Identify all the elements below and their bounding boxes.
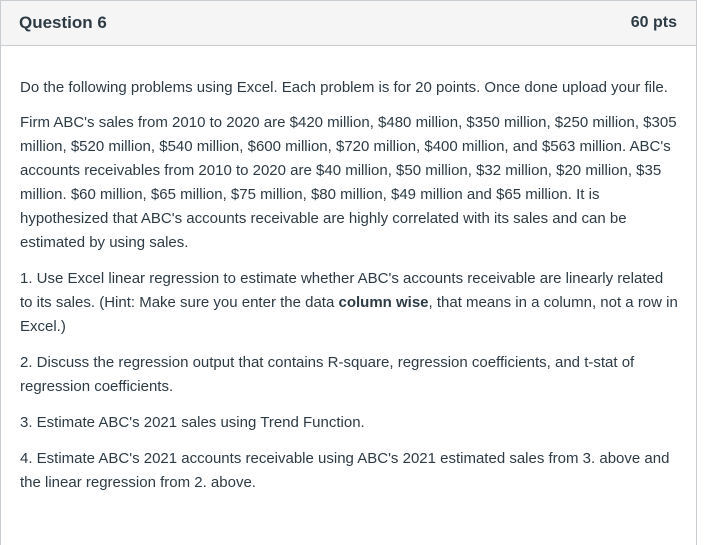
question-header [1,1,696,46]
problem-1-text-end: , that means in a column, not a row in Excel.) [20,294,678,335]
data-paragraph: Firm ABC's sales from 2010 to 2020 are $420 million, $480 million, $350 million, $250 million, $305 million, $520 million, $540 million, $600 million, $720 million, $400 million, and $563 million. ABC's accounts receivables from 2010 to 2020 are $40 million, $50 million, $32 million, $20 million, $35 million. $60 million, $65 million, $75 million, $80 million, $49 million and $65 million. It is hypothesized that ABC's accounts receivable are highly correlated with its sales and can be estimated by using sales. [20,114,677,251]
problem-1 [20,267,678,339]
question-title: Question 6 [19,13,107,32]
question-text [1,46,696,495]
problem-2: 2. Discuss the regression output that contains R-square, regression coefficients, and t-stat of regression coefficients. [20,354,635,395]
problem-1-bold-text: column wise [338,294,429,311]
question-points: 60 pts [630,14,677,31]
intro-paragraph: Do the following problems using Excel. Each problem is for 20 points. Once done upload your file. [20,79,668,96]
problem-4: 4. Estimate ABC's 2021 accounts receivable using ABC's 2021 estimated sales from 3. above and the linear regression from 2. above. [20,450,670,491]
problem-3: 3. Estimate ABC's 2021 sales using Trend Function. [20,414,365,431]
problem-1-text-start: 1. Use Excel linear regression to estimate whether ABC's accounts receivable are linearly related to its sales. (Hint: Make sure you enter the data [20,270,664,311]
